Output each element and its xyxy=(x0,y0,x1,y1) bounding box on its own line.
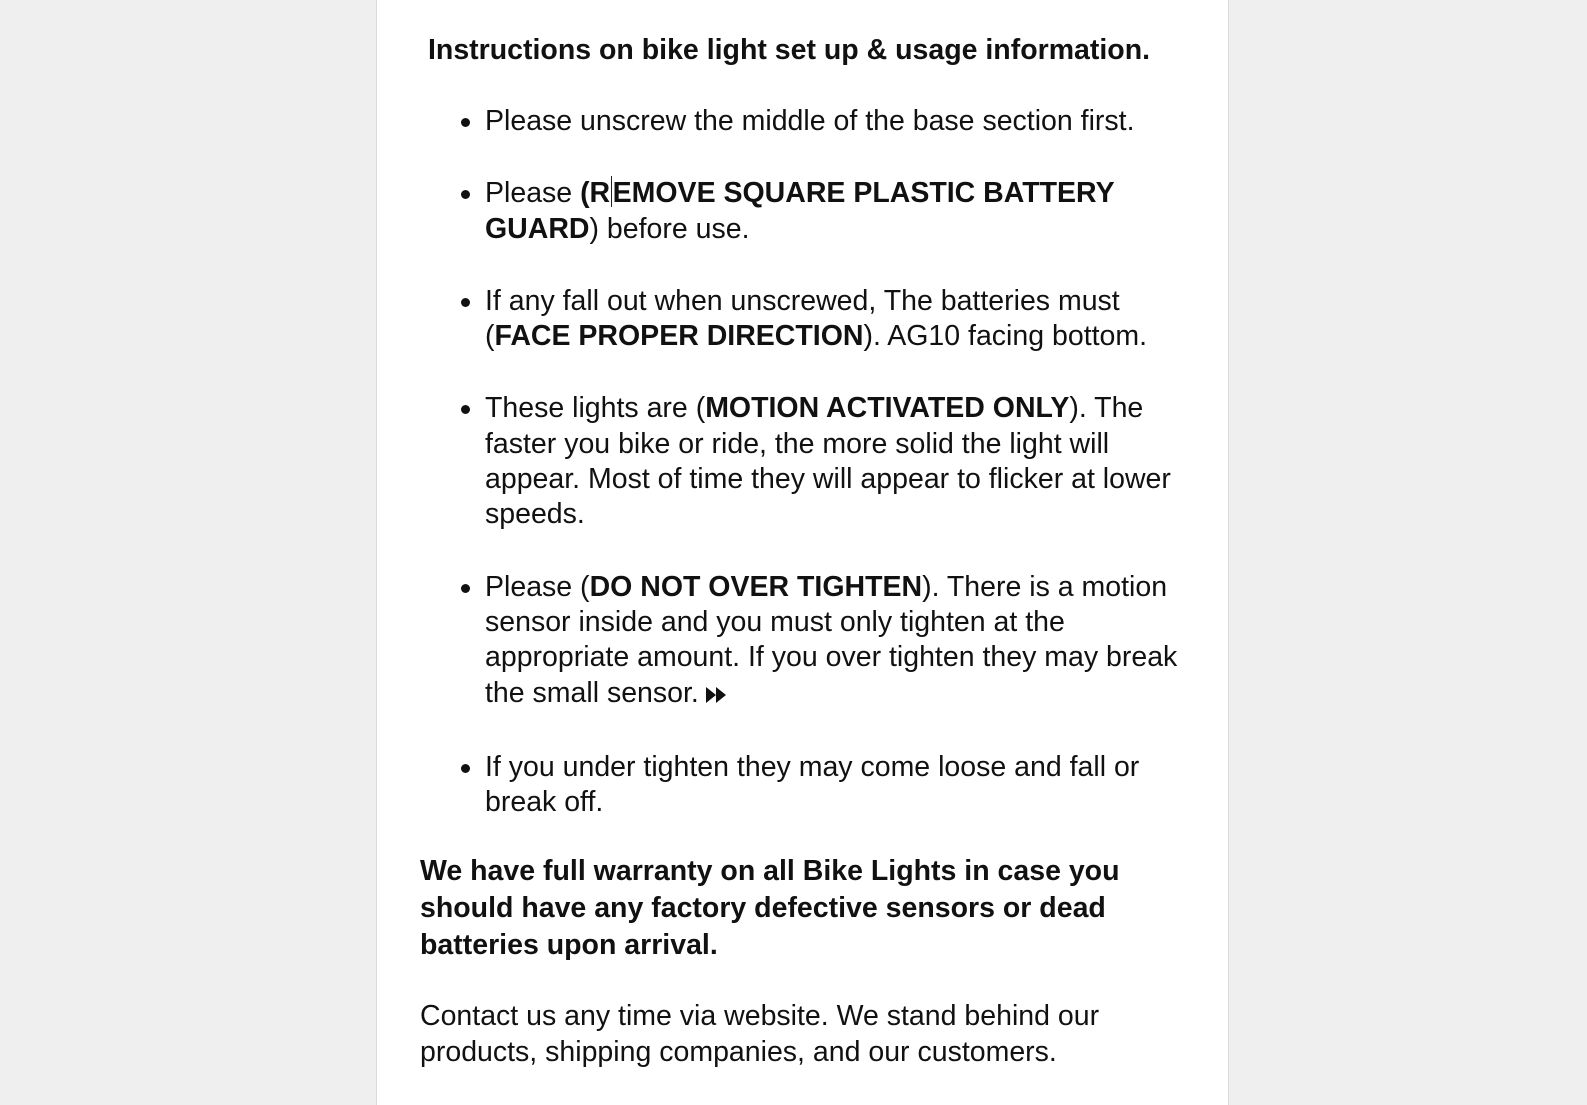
bold-text-segment: FACE PROPER DIRECTION xyxy=(494,320,864,353)
document-page xyxy=(376,0,1229,1105)
list-item xyxy=(485,391,1195,532)
bullet-icon xyxy=(461,190,470,199)
text-segment: ). AG10 facing bottom. xyxy=(863,320,1148,353)
list-item xyxy=(485,284,1195,355)
text-segment: Please ( xyxy=(485,570,590,603)
warranty-paragraph: We have full warranty on all Bike Lights in case you should have any factory defective sensors or dead batteries upon arrival. xyxy=(420,855,1120,961)
text-segment: If any fall out when unscrewed, The batteries must ( xyxy=(485,284,1120,353)
text-segment: These lights are ( xyxy=(485,392,706,425)
list-item xyxy=(485,750,1195,821)
bold-text-segment: MOTION ACTIVATED ONLY xyxy=(705,392,1070,425)
text-segment: Please unscrew the middle of the base section first. xyxy=(485,105,1135,137)
bold-text-segment: (R xyxy=(580,177,611,210)
bold-text-segment: EMOVE SQUARE PLASTIC BATTERY GUARD xyxy=(485,177,1115,245)
text-segment: ) before use. xyxy=(589,212,750,245)
text-segment: Please xyxy=(485,177,581,210)
instruction-list xyxy=(485,104,1195,857)
bullet-icon xyxy=(461,405,470,414)
document-title: Instructions on bike light set up & usage information. xyxy=(428,34,1151,66)
text-segment: ). There is a motion sensor inside and you must only tighten at the appropriate amount. If you over tighten they may break the small sensor. xyxy=(485,570,1178,709)
list-item xyxy=(485,570,1195,713)
list-item xyxy=(485,104,1195,139)
bullet-icon xyxy=(461,764,470,773)
list-item xyxy=(485,176,1195,247)
bullet-icon xyxy=(461,298,470,307)
text-segment: ). The faster you bike or ride, the more solid the light will appear. Most of time they will appear to flicker at lower speeds. xyxy=(485,392,1171,531)
fast-forward-icon xyxy=(705,678,727,713)
text-segment: If you under tighten they may come loose and fall or break off. xyxy=(485,750,1140,819)
contact-paragraph: Contact us any time via website. We stand behind our products, shipping companies, and our customers. xyxy=(420,1000,1100,1068)
bullet-icon xyxy=(461,118,470,127)
bullet-icon xyxy=(461,584,470,593)
bold-text-segment: DO NOT OVER TIGHTEN xyxy=(589,570,923,603)
